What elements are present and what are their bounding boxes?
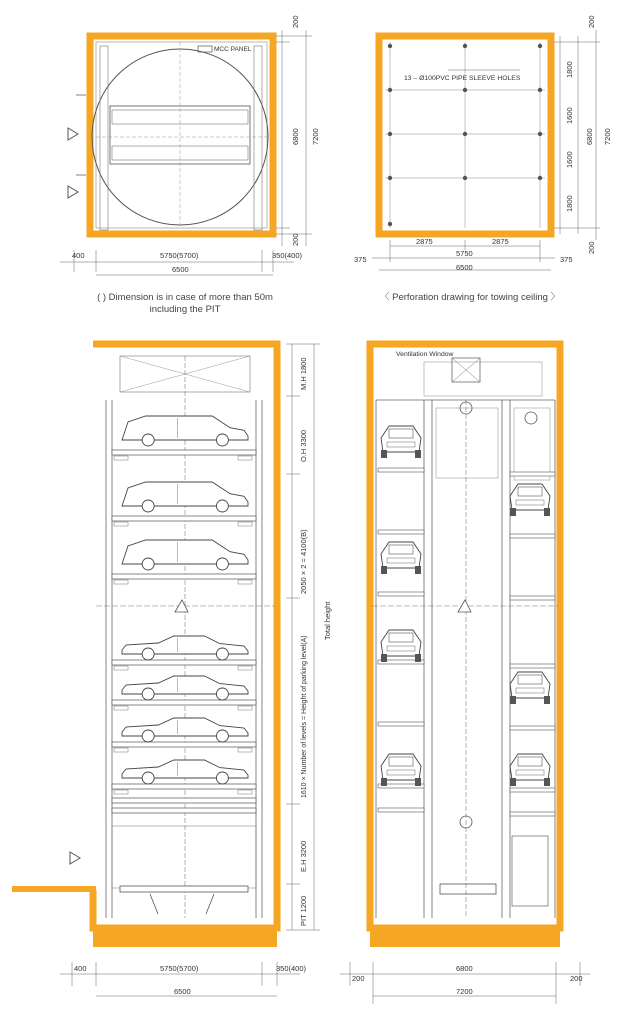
plan-column [100, 46, 108, 230]
parking-pallet [112, 808, 256, 813]
section-pallet [510, 664, 555, 668]
pallet-support [238, 790, 252, 794]
section-levels [378, 426, 555, 816]
plan-caption-line1: ( ) Dimension is in case of more than 50m [97, 292, 273, 303]
plan-dim-6500: 6500 [172, 265, 189, 274]
entry-ramp [12, 886, 96, 892]
ceil-dim-1800-a: 1800 [565, 61, 574, 78]
car-wheel [142, 434, 154, 446]
section-pallet [378, 530, 424, 534]
parking-pallet [112, 742, 256, 747]
ceil-dim-6800: 6800 [585, 128, 594, 145]
entry-area [112, 826, 256, 888]
lift-hoist [525, 412, 537, 424]
ceil-dim-2875-b: 2875 [492, 237, 509, 246]
section-pallet [510, 726, 555, 730]
car-wheel [216, 558, 228, 570]
section-view [340, 344, 590, 1004]
ceil-dim-5750: 5750 [456, 249, 473, 258]
section-pallet [378, 722, 424, 726]
car-front-body [510, 672, 550, 698]
car-wheel [142, 500, 154, 512]
plan-dim-200-bottom: 200 [291, 233, 300, 246]
parking-pallet [112, 516, 256, 521]
car-wheel [142, 688, 154, 700]
lift-shaft-left [436, 408, 498, 478]
section-frame [376, 400, 555, 918]
parking-pallet [112, 660, 256, 665]
section-pallet [510, 812, 555, 816]
pipe-sleeve-hole [388, 44, 392, 48]
pallet-support [238, 706, 252, 710]
lift-shaft-right [514, 408, 550, 480]
ceil-dim-200-top: 200 [587, 15, 596, 28]
plan-dim-200-top: 200 [291, 15, 300, 28]
ceil-dim-375-b: 375 [560, 255, 573, 264]
ceil-dim-1600-b: 1600 [565, 151, 574, 168]
ceil-dim-1800-b: 1800 [565, 195, 574, 212]
pipe-sleeve-hole [463, 88, 467, 92]
section-pallet [510, 472, 555, 476]
pallet-support [114, 748, 128, 752]
pallet-support [114, 706, 128, 710]
pallet-support [114, 456, 128, 460]
car-front-body [381, 542, 421, 568]
car-wheel [142, 772, 154, 784]
mcc-panel-label: MCC PANEL [214, 46, 252, 53]
pipe-sleeve-hole [463, 176, 467, 180]
elev-dim-b: 2050 × 2 = 4100(B) [299, 529, 308, 594]
elev-dim-5750: 5750(5700) [160, 964, 199, 973]
car-wheel [216, 434, 228, 446]
car-wheel [142, 730, 154, 742]
pipe-sleeve-hole [538, 88, 542, 92]
car-body [122, 760, 248, 778]
ceiling-caption: 〈 Perforation drawing for towing ceiling 〉 [379, 292, 561, 303]
elevation-levels [112, 416, 256, 914]
section-pit-floor [370, 925, 560, 947]
car-front-body [381, 426, 421, 452]
plan-view [60, 15, 320, 275]
car-tire [381, 450, 387, 458]
elev-total-height: Total height [323, 601, 332, 640]
elev-dim-eh: E.H 3200 [299, 840, 308, 872]
ventilation-cross [452, 358, 480, 382]
section-pallet [510, 596, 555, 600]
parking-pallet [112, 798, 256, 803]
pipe-sleeve-hole [538, 176, 542, 180]
elevation-dim-lines [60, 344, 320, 996]
car-front-body [381, 754, 421, 780]
parking-pallet [112, 450, 256, 455]
car-tire [415, 654, 421, 662]
ceil-dim-375-a: 375 [354, 255, 367, 264]
car-wheel [216, 730, 228, 742]
section-pallet [510, 534, 555, 538]
car-front-body [381, 630, 421, 656]
ceiling-view [354, 15, 612, 272]
parking-pallet [112, 700, 256, 705]
car-tire [544, 508, 550, 516]
pallet-support [238, 456, 252, 460]
pipe-sleeve-hole [388, 176, 392, 180]
parking-pallet [112, 574, 256, 579]
car-body [122, 718, 248, 736]
elevation-view [12, 344, 332, 996]
plan-dim-350: 350(400) [272, 251, 303, 260]
car-tire [544, 696, 550, 704]
pipe-sleeve-hole [388, 88, 392, 92]
entry-arrow-icon-2 [70, 852, 80, 864]
plan-dim-5750: 5750(5700) [160, 251, 199, 260]
entry-arrow-icon [68, 128, 78, 140]
car-tire [415, 450, 421, 458]
pallet-support [238, 580, 252, 584]
exit-arrow-icon [68, 186, 78, 198]
car-tire [544, 778, 550, 786]
section-pallet [378, 808, 424, 812]
door-opening [76, 95, 86, 175]
pipe-sleeve-hole [388, 222, 392, 226]
car-wheel [216, 688, 228, 700]
car-wheel [142, 558, 154, 570]
elev-dim-350: 350(400) [276, 964, 307, 973]
ceil-dim-6500: 6500 [456, 263, 473, 272]
top-structure [424, 362, 542, 396]
plan-caption-line2: including the PIT [149, 304, 221, 315]
pipe-sleeve-hole [538, 44, 542, 48]
pit-pallet [440, 884, 496, 894]
holes-label: 13 – Ø100PVC PIPE SLEEVE HOLES [404, 75, 521, 82]
elev-dim-6500: 6500 [174, 987, 191, 996]
car-tire [510, 508, 516, 516]
pit-pallet [120, 886, 248, 892]
plan-dim-400: 400 [72, 251, 85, 260]
plan-wall [90, 36, 273, 234]
pallet-support [238, 748, 252, 752]
pallet-support [114, 790, 128, 794]
elev-dim-a: 1610 × Number of levels = Height of parking level(A) [301, 635, 308, 798]
ceil-dim-1600-a: 1600 [565, 107, 574, 124]
pipe-sleeve-hole [463, 44, 467, 48]
car-front-body [510, 484, 550, 510]
pipe-sleeve-hole [538, 132, 542, 136]
car-wheel [216, 648, 228, 660]
car-tire [415, 778, 421, 786]
section-pallet [378, 468, 424, 472]
sec-dim-6800: 6800 [456, 964, 473, 973]
pallet-support [238, 666, 252, 670]
car-tire [510, 696, 516, 704]
sec-dim-200-right: 200 [570, 974, 583, 983]
ventilation-window-label: Ventilation Window [396, 351, 454, 358]
section-pallet [510, 788, 555, 792]
elevation-pit-floor [93, 925, 277, 947]
car-front-body [510, 754, 550, 780]
plan-caption [60, 292, 310, 316]
plan-dim-6800: 6800 [291, 128, 300, 145]
car-body [122, 482, 248, 506]
car-tire [510, 778, 516, 786]
pallet-support [114, 666, 128, 670]
elev-dim-pit: PIT 1200 [299, 895, 308, 926]
elev-dim-mh: M.H 1800 [299, 357, 308, 390]
pallet-support [114, 522, 128, 526]
car-tire [381, 778, 387, 786]
pipe-sleeve-hole [388, 132, 392, 136]
car-wheel [216, 772, 228, 784]
sec-dim-200-left: 200 [352, 974, 365, 983]
plan-dim-7200: 7200 [311, 128, 320, 145]
car-tire [381, 566, 387, 574]
ceil-dim-7200: 7200 [603, 128, 612, 145]
car-tire [415, 566, 421, 574]
pipe-sleeve-hole [463, 132, 467, 136]
car-wheel [142, 648, 154, 660]
car-body [122, 676, 248, 694]
section-pallet [378, 592, 424, 596]
ceil-dim-200-bottom: 200 [587, 241, 596, 254]
pallet-support [114, 580, 128, 584]
car-body [122, 540, 248, 564]
car-wheel [216, 500, 228, 512]
parking-pallet [112, 784, 256, 789]
pallet-support [238, 522, 252, 526]
elev-dim-oh: O.H 3300 [299, 429, 308, 462]
sec-dim-7200: 7200 [456, 987, 473, 996]
car-body [122, 416, 248, 440]
elev-dim-400: 400 [74, 964, 87, 973]
pit-lift-legs [150, 894, 214, 914]
lower-lift-box [512, 836, 548, 906]
plan-column [254, 46, 262, 230]
car-tire [381, 654, 387, 662]
car-body [122, 636, 248, 654]
ceil-dim-2875-a: 2875 [416, 237, 433, 246]
